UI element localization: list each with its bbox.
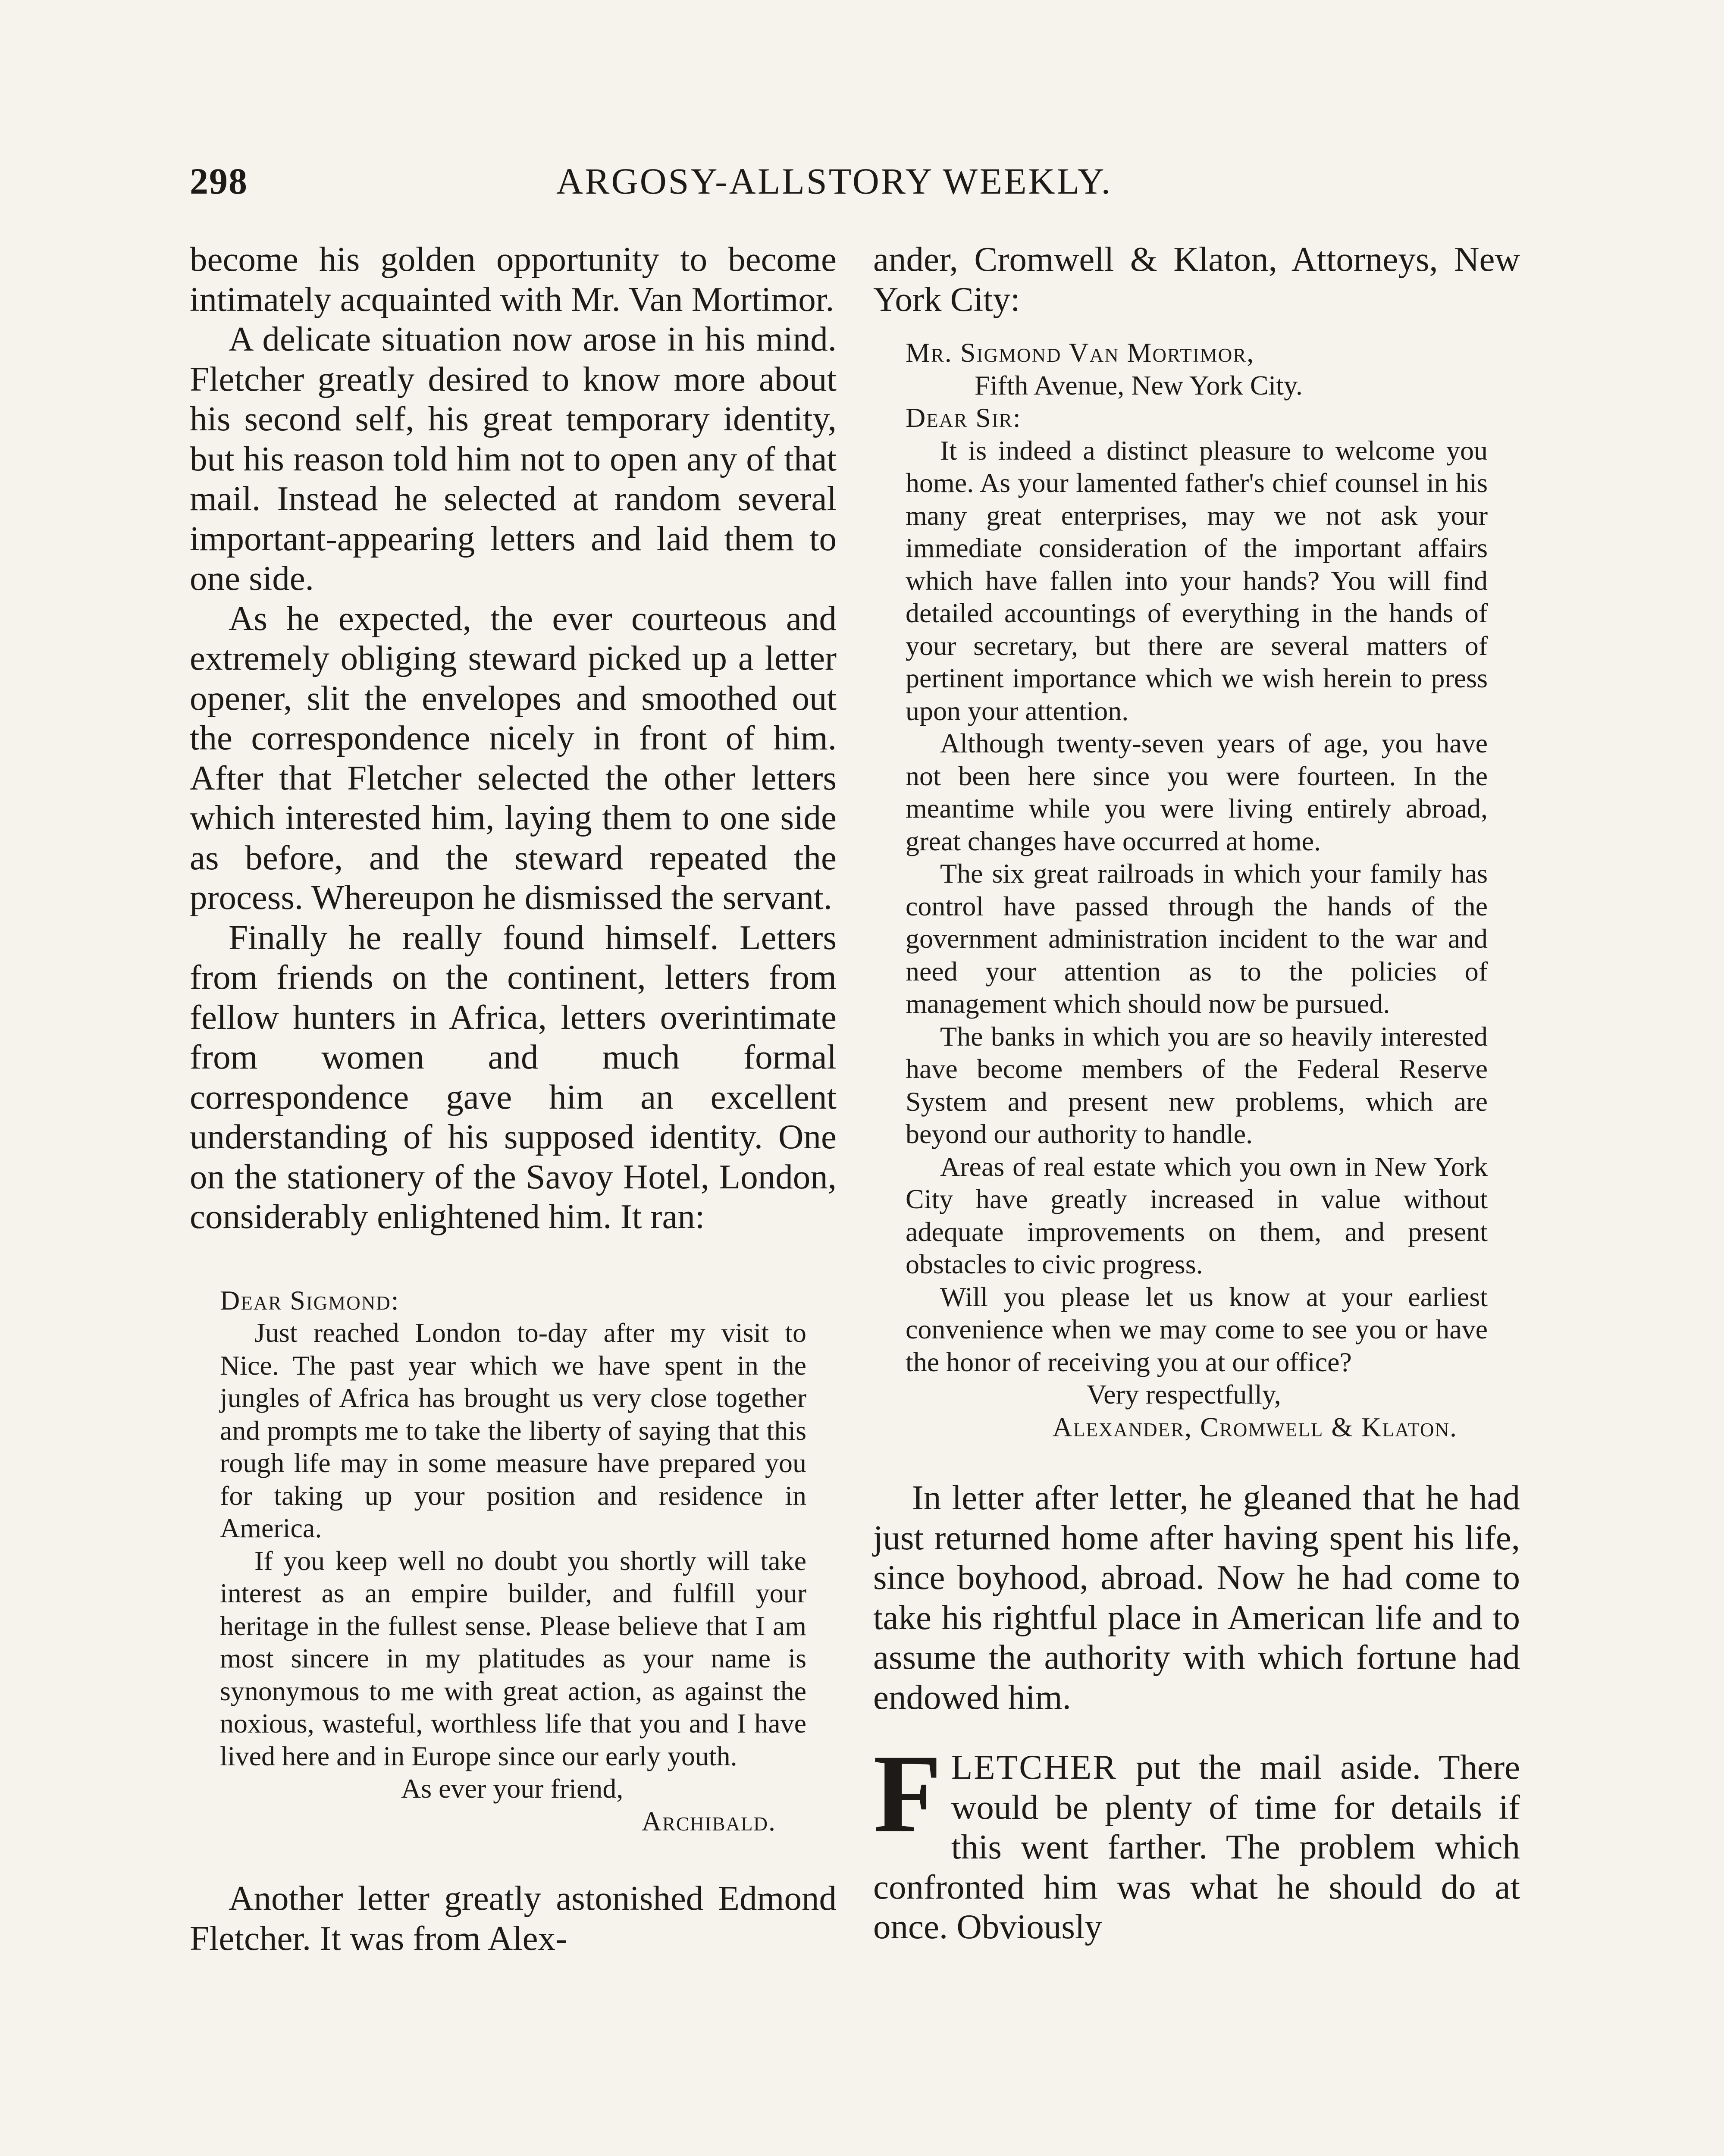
letter-salutation: Dear Sigmond:: [220, 1285, 400, 1316]
section-lead-word: LETCHER: [951, 1748, 1118, 1786]
letter-paragraph: Although twenty-seven years of age, you have not been here since you were fourteen. In the meantime while you were living entirely abroad, great changes have occurred at home.: [906, 728, 1488, 856]
letter-archibald: [220, 1284, 806, 1838]
letter-paragraph: Just reached London to-day after my visit to Nice. The past year which we have spent in the jungles of Africa has brought us very close together and prompts me to take the liberty of saying that this rough life may in some measure have prepared you for taking up your position and residence in America.: [220, 1317, 806, 1543]
letter-paragraph: The banks in which you are so heavily interested have become members of the Federal Reserve System and present new problems, which are beyond our authority to handle.: [906, 1021, 1488, 1149]
letter-paragraph: If you keep well no doubt you shortly will take interest as an empire builder, and fulfill your heritage in the fullest sense. Please believe that I am most sincere in my platitudes as your name is synonymous to me with great action, as against the noxious, wasteful, worthless life that you and I have lived here and in Europe since our early youth.: [220, 1545, 806, 1771]
letter-signature: Alexander, Cromwell & Klaton.: [1052, 1411, 1458, 1442]
paragraph: become his golden opportunity to become intimately acquainted with Mr. Van Mortimor.: [190, 240, 837, 319]
paragraph: ander, Cromwell & Klaton, Attorneys, New York City:: [873, 240, 1520, 319]
letter-paragraph: The six great railroads in which your family has control have passed through the hands of the government administration incident to the war and need your attention as to the policies of management which should now be pursued.: [906, 858, 1488, 1019]
paragraph: Finally he really found himself. Letters from friends on the continent, letters from fellow hunters in Africa, letters overintimate from women and much formal correspondence gave him an excellent understanding of his supposed identity. One on the stationery of the Savoy Hotel, London, considerably enlightened him. It ran:: [190, 918, 837, 1236]
letter-paragraph: Areas of real estate which you own in New York City have greatly increased in value without adequate improvements on them, and present obstacles to civic progress.: [906, 1151, 1488, 1279]
letter-signature: Archibald.: [641, 1805, 776, 1836]
letter-address: Fifth Avenue, New York City.: [975, 370, 1303, 401]
paragraph: Another letter greatly astonished Edmond Fletcher. It was from Alex-: [190, 1879, 837, 1958]
letter-paragraph: It is indeed a distinct pleasure to welcome you home. As your lamented father's chief counsel in his many great enterprises, may we not ask your immediate consideration of the important affairs which have fallen into your hands? You will find detailed accountings of everything in the hands of your secretary, but there are several matters of pertinent importance which we wish herein to press upon your attention.: [906, 435, 1488, 726]
section-text: put the mail aside. There would be plenty of time for details if this went farther. The problem which confronted him was what he should do at once. Obviously: [873, 1748, 1520, 1946]
letter-addressee: Mr. Sigmond Van Mortimor,: [906, 337, 1255, 368]
letter-paragraph: Will you please let us know at your earliest convenience when we may come to see you or have the honor of receiving you at our office?: [906, 1281, 1488, 1377]
paragraph: In letter after letter, he gleaned that he had just returned home after having spent his life, since boyhood, abroad. Now he had come to take his rightful place in American life and to assume the authority with which fortune had endowed him.: [873, 1478, 1520, 1717]
letter-closing: Very respectfully,: [1087, 1379, 1281, 1410]
paragraph: As he expected, the ever courteous and extremely obliging steward picked up a letter opener, slit the envelopes and smoothed out the correspondence nicely in front of him. After that Fletcher selected the other letters which interested him, laying them to one side as before, and the steward repeated the process. Whereupon he dismissed the servant.: [190, 599, 837, 917]
running-title: ARGOSY-ALLSTORY WEEKLY.: [556, 160, 1113, 202]
letter-salutation: Dear Sir:: [906, 402, 1022, 433]
page-number: 298: [190, 160, 248, 202]
left-column: [190, 239, 837, 1958]
section-paragraph: [873, 1732, 1520, 1947]
letter-attorneys: [906, 336, 1488, 1443]
drop-cap: F: [873, 1732, 942, 1856]
right-column: [873, 239, 1520, 1947]
page-header: [190, 160, 1527, 211]
letter-closing: As ever your friend,: [401, 1773, 624, 1804]
paragraph: A delicate situation now arose in his mind. Fletcher greatly desired to know more about his second self, his great temporary identity, but his reason told him not to open any of that mail. Instead he selected at random several important-appearing letters and laid them to one side.: [190, 320, 837, 598]
section-opening: [873, 1732, 1520, 1947]
